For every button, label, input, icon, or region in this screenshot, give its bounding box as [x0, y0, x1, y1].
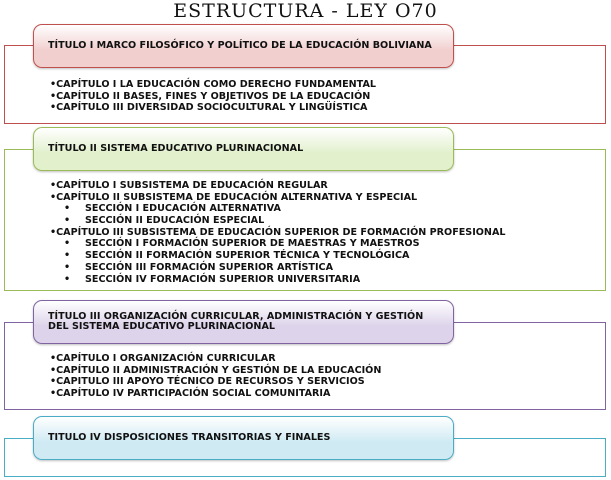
section-item — [50, 215, 506, 227]
bullet-icon: • — [50, 364, 57, 376]
section-item — [50, 262, 506, 274]
bullet-icon: • — [50, 180, 57, 191]
item-text: SECCIÓN II EDUCACIÓN ESPECIAL — [85, 215, 265, 227]
item-text: SECCIÓN IV FORMACIÓN SUPERIOR UNIVERSITARIA — [85, 273, 361, 285]
item-text: SECCIÓN II FORMACIÓN SUPERIOR TÉCNICA Y TECNOLÓGICA — [85, 250, 410, 262]
item-text: CAPÍTULO II ADMINISTRACIÓN Y GESTIÓN DE LA EDUCACIÓN — [56, 364, 382, 376]
bullet-icon: • — [50, 388, 57, 400]
bullet-icon: • — [50, 102, 57, 114]
title-1-items — [50, 79, 376, 114]
item-text: SECCIÓN I FORMACIÓN SUPERIOR DE MAESTRAS Y MAESTROS — [85, 238, 420, 250]
bullet-icon: • — [50, 353, 57, 364]
section-item — [50, 203, 506, 215]
item-text: CAPÍTULO IV PARTICIPACIÓN SOCIAL COMUNITARIA — [56, 388, 331, 400]
item-text: CAPÍTULO II BASES, FINES Y OBJETIVOS DE LA EDUCACIÓN — [56, 90, 371, 102]
bullet-icon: • — [50, 376, 57, 388]
chapter-item — [50, 180, 506, 192]
title-1-header: TÍTULO I MARCO FILOSÓFICO Y POLÍTICO DE LA EDUCACIÓN BOLIVIANA — [33, 24, 454, 68]
chapter-item — [50, 353, 381, 365]
title-3-items — [50, 353, 381, 400]
bullet-icon: • — [64, 261, 71, 273]
item-text: CAPITULO III APOYO TÉCNICO DE RECURSOS Y SERVICIOS — [56, 376, 365, 388]
bullet-icon: • — [64, 203, 71, 215]
item-text: CAPÍTULO III DIVERSIDAD SOCIOCULTURAL Y LINGÜÍSTICA — [56, 102, 368, 114]
chapter-item — [50, 102, 376, 114]
bullet-icon: • — [50, 226, 57, 238]
bullet-icon: • — [64, 215, 71, 227]
chapter-item — [50, 227, 506, 239]
item-text: CAPÍTULO III SUBSISTEMA DE EDUCACIÓN SUPERIOR DE FORMACIÓN PROFESIONAL — [56, 226, 506, 238]
item-text: SECCIÓN III FORMACIÓN SUPERIOR ARTÍSTICA — [85, 261, 333, 273]
bullet-icon: • — [64, 250, 71, 262]
section-item — [50, 238, 506, 250]
chapter-item — [50, 79, 376, 91]
chapter-item — [50, 365, 381, 377]
title-2-header: TÍTULO II SISTEMA EDUCATIVO PLURINACIONAL — [33, 127, 454, 171]
chapter-item — [50, 91, 376, 103]
item-text: CAPÍTULO I LA EDUCACIÓN COMO DERECHO FUNDAMENTAL — [56, 79, 376, 90]
item-text: CAPÍTULO I ORGANIZACIÓN CURRICULAR — [56, 353, 276, 364]
section-item — [50, 274, 506, 286]
chapter-item — [50, 376, 381, 388]
bullet-icon: • — [50, 191, 57, 203]
chapter-item — [50, 192, 506, 204]
item-text: CAPÍTULO II SUBSISTEMA DE EDUCACIÓN ALTERNATIVA Y ESPECIAL — [56, 191, 418, 203]
chapter-item — [50, 388, 381, 400]
bullet-icon: • — [64, 273, 71, 285]
item-text: CAPÍTULO I SUBSISTEMA DE EDUCACIÓN REGULAR — [56, 180, 328, 191]
title-3-header: TÍTULO III ORGANIZACIÓN CURRICULAR, ADMINISTRACIÓN Y GESTIÓN DEL SISTEMA EDUCATIVO PLURINACIONAL — [33, 300, 454, 344]
title-4-header: TITULO IV DISPOSICIONES TRANSITORIAS Y FINALES — [33, 416, 454, 460]
bullet-icon: • — [64, 238, 71, 250]
bullet-icon: • — [50, 90, 57, 102]
item-text: SECCIÓN I EDUCACIÓN ALTERNATIVA — [85, 203, 281, 215]
title-2-items — [50, 180, 506, 285]
page-title: ESTRUCTURA - LEY O70 — [173, 0, 438, 22]
bullet-icon: • — [50, 79, 57, 90]
section-item — [50, 250, 506, 262]
